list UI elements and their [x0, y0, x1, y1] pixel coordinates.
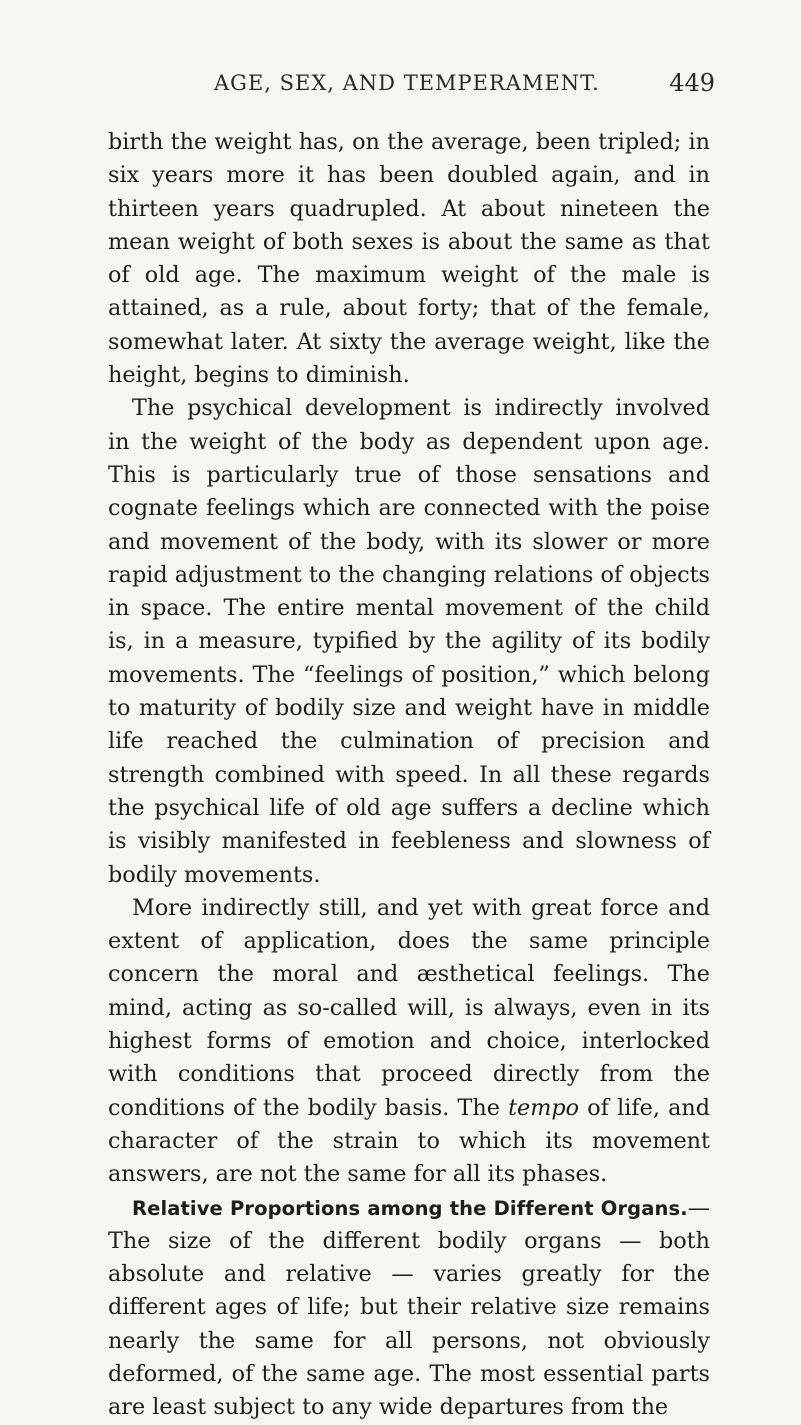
section-sidehead: Relative Proportions among the Different Organs.: [132, 1196, 688, 1220]
page-number: 449: [669, 69, 715, 97]
paragraph-text: — The size of the different bodily organs — both absolute and relative — varies greatly for the different ages of life; but their relative size remains nearly the same for all persons, not obviously deformed, of the same age. The most essential parts are least subject to any wide departures from the: [108, 1194, 710, 1421]
paragraph-text: of life, and character of the strain to which its movement answers, are not the same for all its phases.: [108, 1094, 710, 1188]
paragraph-relative-proportions: [108, 1192, 710, 1425]
running-head: [214, 68, 715, 98]
paragraph-moral-aesthetical: [108, 892, 710, 1192]
italic-term: tempo: [508, 1094, 580, 1121]
paragraph-continued: birth the weight has, on the average, been tripled; in six years more it has been doubled again, and in thirteen years quadrupled. At about nineteen the mean weight of both sexes is about the same as that of old age. The maximum weight of the male is attained, as a rule, about forty; that of the female, somewhat later. At sixty the average weight, like the height, begins to diminish.: [108, 129, 710, 389]
paragraph-psychical-development: The psychical development is indirectly involved in the weight of the body as dependent upon age. This is particularly true of those sensations and cognate feelings which are connected with the poise and movement of the body, with its slower or more rapid adjustment to the changing relations of objects in space. The entire mental movement of the child is, in a measure, typified by the agility of its bodily movements. The “feelings of position,” which belong to maturity of bodily size and weight have in middle life reached the culmination of precision and strength combined with speed. In all these regards the psychical life of old age suffers a decline which is visibly manifested in feebleness and slowness of bodily movements.: [108, 395, 710, 888]
paragraph-text: More indirectly still, and yet with great force and extent of application, does the same principle concern the moral and æsthetical feelings. The mind, acting as so-called will, is always, even in its highest forms of emotion and choice, interlocked with conditions that proceed directly from the conditions of the bodily basis. The: [108, 894, 710, 1121]
running-title: AGE, SEX, AND TEMPERAMENT.: [214, 71, 600, 95]
body-text: [108, 126, 710, 1425]
